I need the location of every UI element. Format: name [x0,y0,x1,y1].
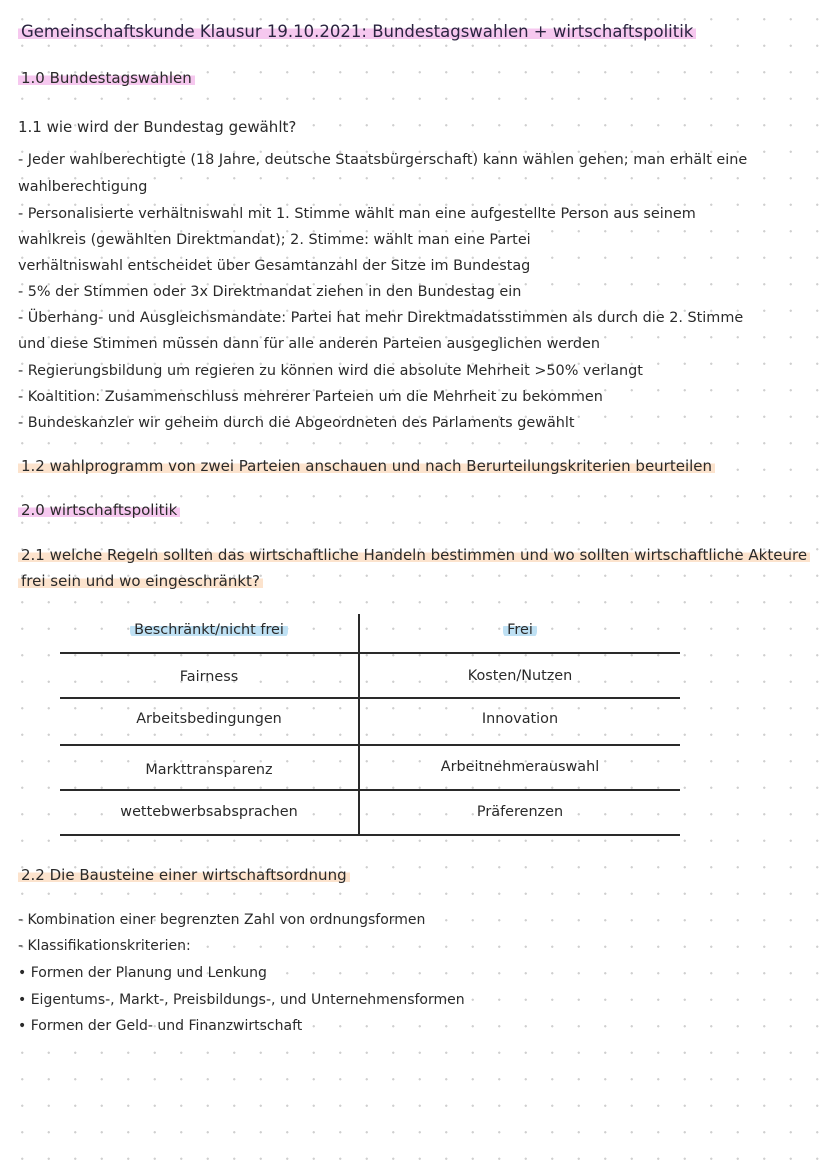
page-title: Gemeinschaftskunde Klausur 19.10.2021: Bundestagswahlen + wirtschaftspolitik [18,22,696,42]
table-cell: Markttransparenz [145,762,273,778]
text-line: - 5% der Stimmen oder 3x Direktmandat ziehen in den Bundestag ein [18,284,522,300]
table-rule [60,652,680,654]
question-heading-2-1-cont: frei sein und wo eingeschränkt? [18,571,263,591]
list-item: • Eigentums-, Markt-, Preisbildungs-, und Unternehmensformen [18,992,465,1008]
text-line: - Koaltition: Zusammenschluss mehrerer Parteien um die Mehrheit zu bekommen [18,389,603,405]
text-line: - Regierungsbildung um regieren zu können wird die absolute Mehrheit >50% verlangt [18,363,643,379]
text-line: - Bundeskanzler wir geheim durch die Abgeordneten des Parlaments gewählt [18,415,575,431]
table-cell: Arbeitsbedingungen [136,711,282,727]
table-cell: Innovation [481,711,559,727]
text-line: - Jeder wahlberechtigte (18 Jahre, deutsche Staatsbürgerschaft) kann wählen gehen; man erhält eine [18,152,748,168]
question-heading-1-1: 1.1 wie wird der Bundestag gewählt? [18,118,297,136]
text-line: verhältniswahl entscheidet über Gesamtanzahl der Sitze im Bundestag [18,258,531,274]
table-cell: Arbeitnehmerauswahl [440,759,600,775]
list-item: - Klassifikationskriterien: [18,938,191,954]
rules-table [60,612,680,836]
text-line: wahlkreis (gewählten Direktmandat); 2. Stimme: wählt man eine Partei [18,232,531,248]
table-rule [60,744,680,746]
list-item: • Formen der Geld- und Finanzwirtschaft [18,1018,303,1034]
list-item: • Formen der Planung und Lenkung [18,965,267,981]
table-rule [60,834,680,836]
question-heading-2-2: 2.2 Die Bausteine einer wirtschaftsordnung [18,865,350,885]
text-line: und diese Stimmen müssen dann für alle anderen Parteien ausgeglichen werden [18,336,601,352]
section-heading-1-0: 1.0 Bundestagswahlen [18,68,195,88]
table-cell: Präferenzen [476,804,564,820]
section-heading-2-0: 2.0 wirtschaftspolitik [18,500,180,520]
table-rule [60,789,680,791]
text-line: - Überhang- und Ausgleichsmandate: Partei hat mehr Direktmadatsstimmen als durch die 2. Stimme [18,310,744,326]
table-cell: Kosten/Nutzen [467,668,573,684]
question-heading-2-1: 2.1 welche Regeln sollten das wirtschaftliche Handeln bestimmen und wo sollten wirtschaftliche Akteure [18,545,810,565]
table-cell: wettebwerbsabsprachen [120,804,298,820]
question-heading-1-2: 1.2 wahlprogramm von zwei Parteien anschauen und nach Berurteilungskriterien beurteilen [18,456,715,476]
text-line: wahlberechtigung [18,179,148,195]
table-header-restricted: Beschränkt/nicht frei [60,620,358,640]
list-item: - Kombination einer begrenzten Zahl von ordnungsformen [18,912,426,928]
table-rule [60,697,680,699]
table-header-free: Frei [360,620,680,640]
text-line: - Personalisierte verhältniswahl mit 1. Stimme wählt man eine aufgestellte Person aus seinem [18,206,696,222]
table-cell: Fairness [179,669,239,685]
